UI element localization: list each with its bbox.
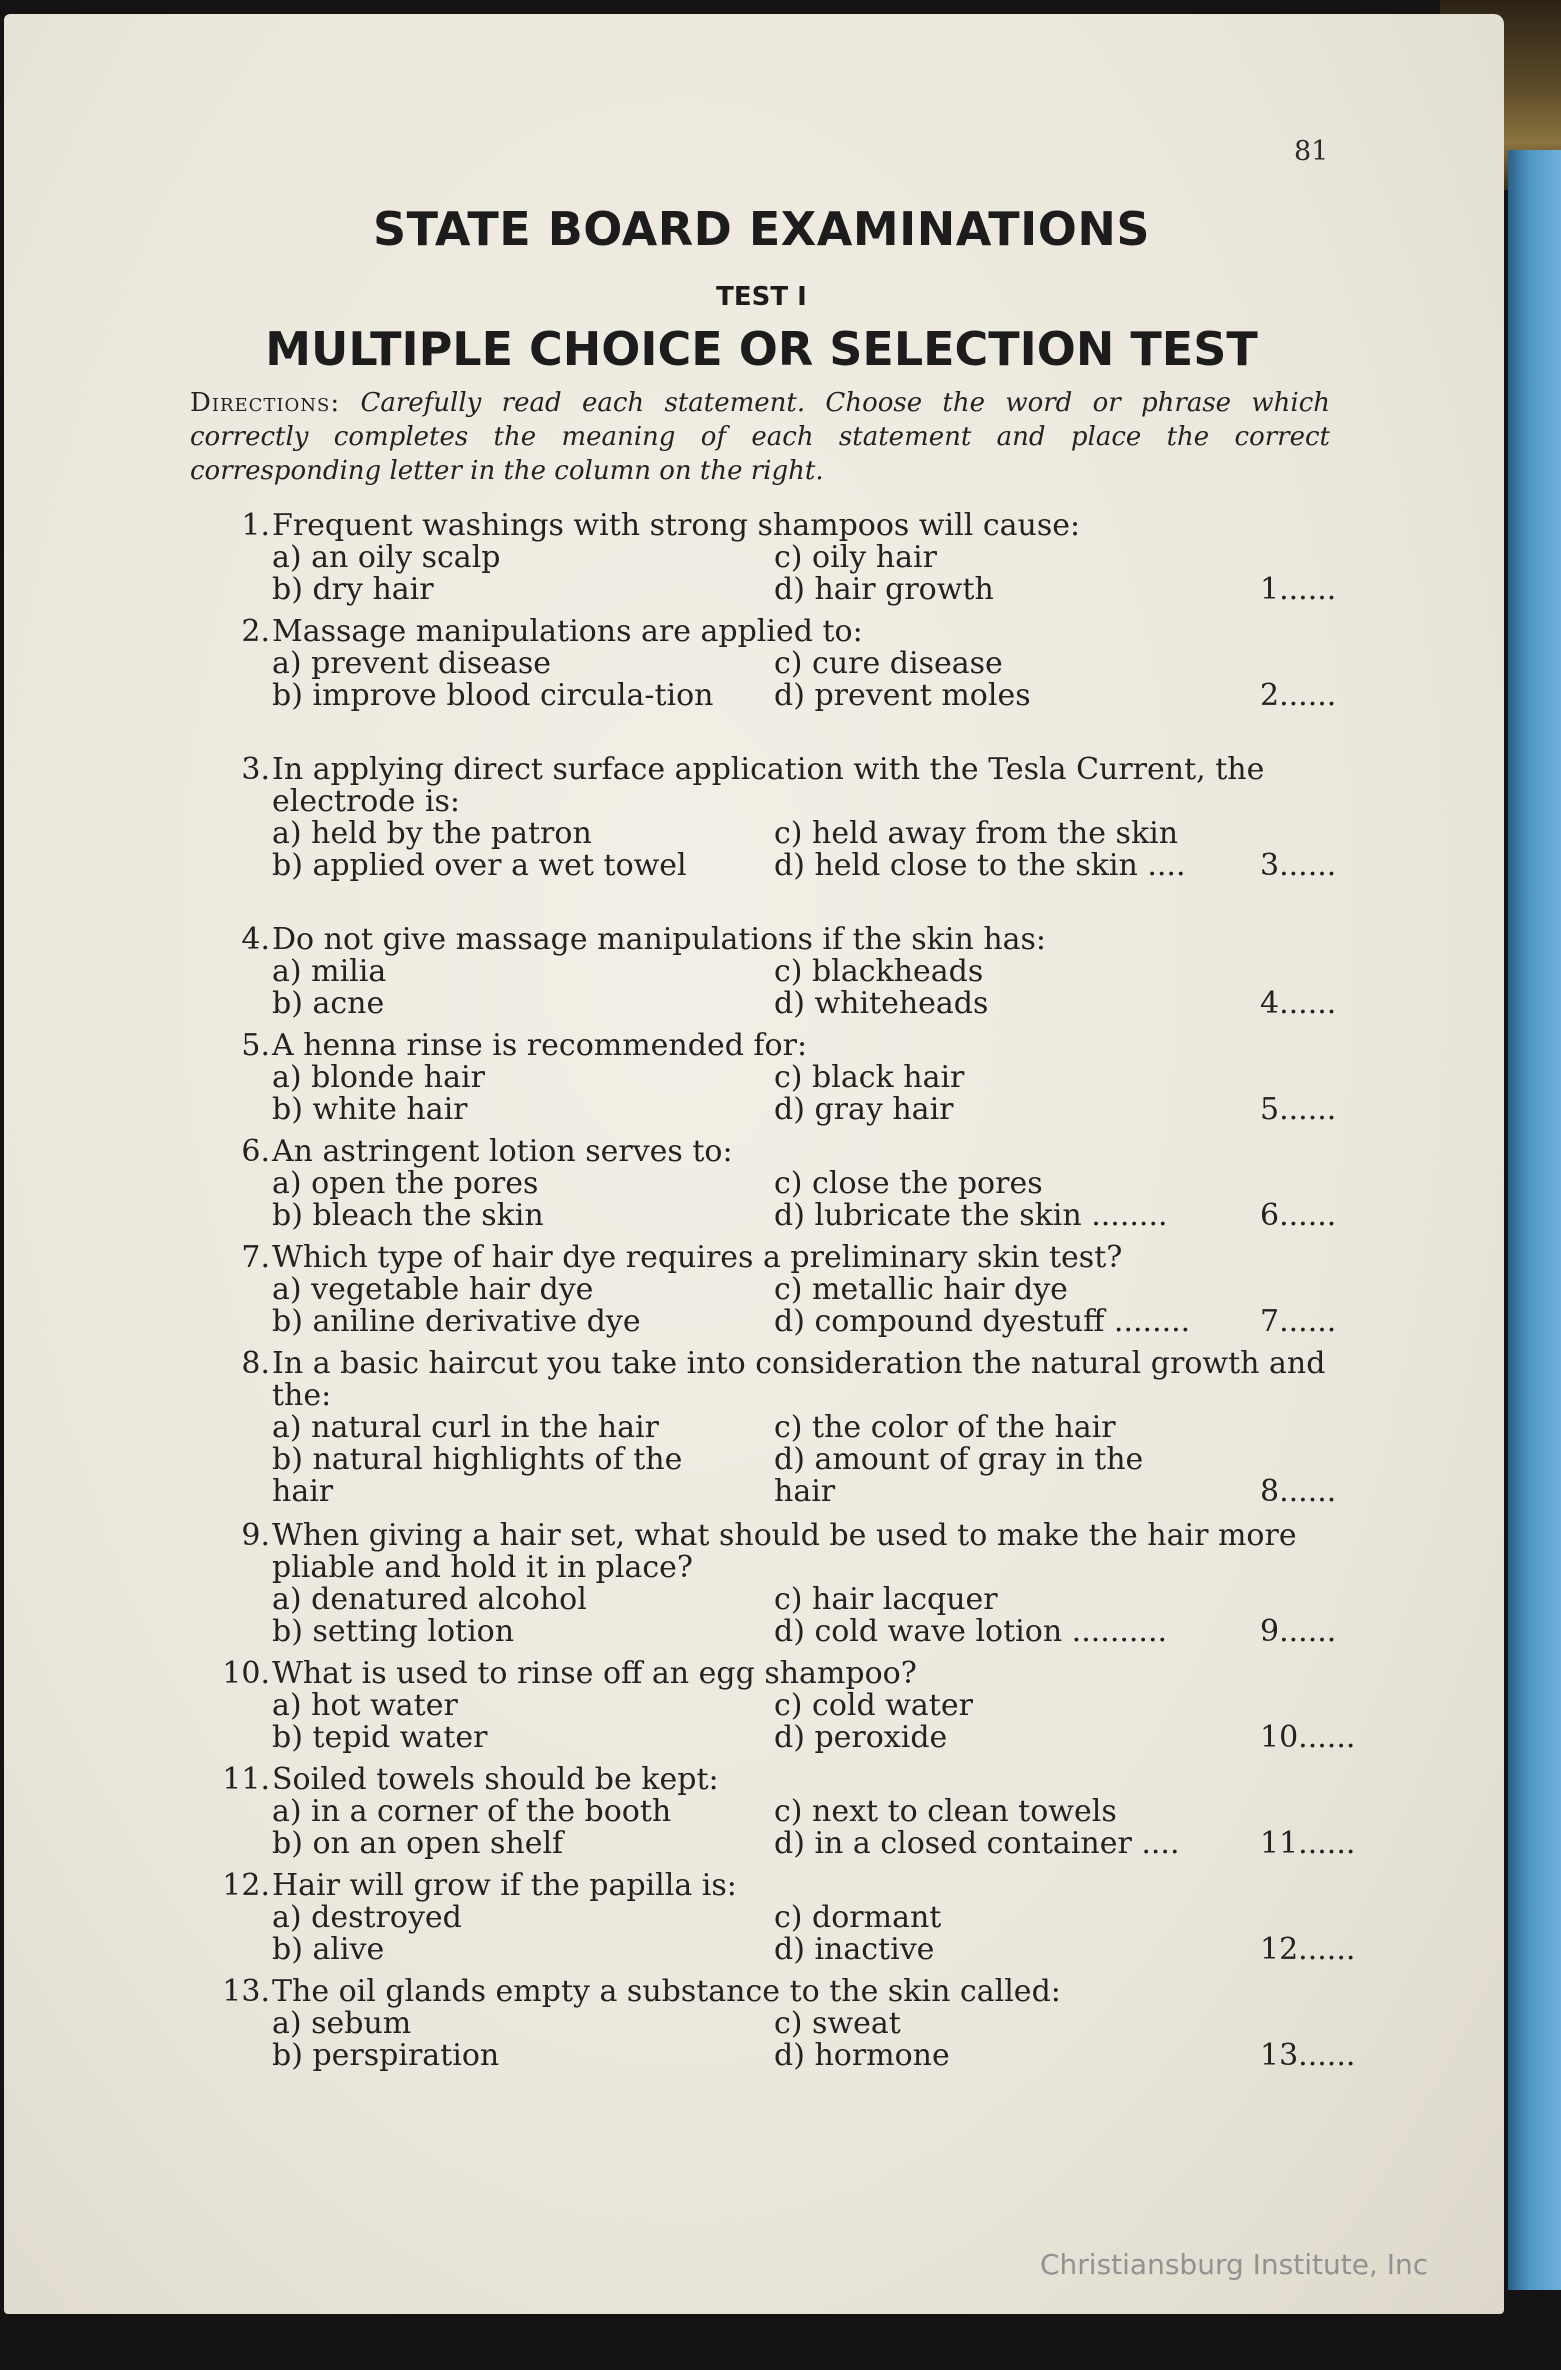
option-a: a) milia: [272, 954, 387, 989]
question-stem: Frequent washings with strong shampoos will cause:: [272, 508, 1081, 543]
option-d: d) in a closed container ....: [774, 1826, 1180, 1861]
question-stem: Hair will grow if the papilla is:: [272, 1868, 737, 1903]
answer-blank[interactable]: 5......: [1260, 1092, 1337, 1127]
directions-text: Carefully read each statement. Choose the word or phrase which correctly completes the meaning of each statement and place the correct corresponding letter in the column on the right.: [190, 388, 1331, 486]
question-stem: In applying direct surface application with the Tesla Current, the electrode is:: [272, 752, 1265, 819]
option-d: d) hair growth: [774, 572, 994, 607]
option-c: c) black hair: [774, 1060, 965, 1095]
answer-blank[interactable]: 13......: [1260, 2038, 1356, 2073]
document-page: [4, 14, 1504, 2314]
test-label: TEST I: [716, 282, 807, 312]
option-b: b) perspiration: [272, 2038, 500, 2073]
question-number: 13.: [222, 1974, 270, 2009]
question-number: 6.: [241, 1134, 270, 1169]
option-d: d) whiteheads: [774, 986, 989, 1021]
option-a: a) an oily scalp: [272, 540, 501, 575]
option-b: b) alive: [272, 1932, 385, 1967]
directions: [190, 386, 1330, 488]
option-b: b) white hair: [272, 1092, 468, 1127]
question-stem: Massage manipulations are applied to:: [272, 614, 863, 649]
option-d: d) inactive: [774, 1932, 935, 1967]
answer-blank[interactable]: 1......: [1260, 572, 1337, 607]
answer-blank[interactable]: 11......: [1260, 1826, 1356, 1861]
answer-blank[interactable]: 9......: [1260, 1614, 1337, 1649]
option-c: c) dormant: [774, 1900, 942, 1935]
option-b: b) acne: [272, 986, 385, 1021]
option-c: c) close the pores: [774, 1166, 1043, 1201]
option-d: d) amount of gray in the hair: [774, 1442, 1144, 1509]
question-stem: An astringent lotion serves to:: [272, 1134, 733, 1169]
option-d: d) gray hair: [774, 1092, 954, 1127]
option-a: a) denatured alcohol: [272, 1582, 587, 1617]
answer-blank[interactable]: 3......: [1260, 848, 1337, 883]
option-a: a) sebum: [272, 2006, 412, 2041]
option-b: b) dry hair: [272, 572, 434, 607]
option-d: d) hormone: [774, 2038, 950, 2073]
test-subtitle: MULTIPLE CHOICE OR SELECTION TEST: [265, 322, 1258, 376]
question-number: 9.: [241, 1518, 270, 1553]
question-stem: When giving a hair set, what should be used to make the hair more pliable and hold it in place?: [272, 1518, 1297, 1585]
page-title: STATE BOARD EXAMINATIONS: [372, 202, 1151, 256]
question-stem: Do not give massage manipulations if the skin has:: [272, 922, 1047, 957]
option-c: c) blackheads: [774, 954, 984, 989]
option-a: a) vegetable hair dye: [272, 1272, 594, 1307]
question-stem: What is used to rinse off an egg shampoo?: [272, 1656, 917, 1691]
question-number: 5.: [241, 1028, 270, 1063]
option-c: c) the color of the hair: [774, 1410, 1116, 1445]
answer-blank[interactable]: 6......: [1260, 1198, 1337, 1233]
question-number: 2.: [241, 614, 270, 649]
option-d: d) peroxide: [774, 1720, 948, 1755]
question-number: 3.: [241, 752, 270, 787]
option-b: b) on an open shelf: [272, 1826, 564, 1861]
question-number: 7.: [241, 1240, 270, 1275]
option-c: c) cure disease: [774, 646, 1003, 681]
answer-blank[interactable]: 2......: [1260, 678, 1337, 713]
question-stem: Which type of hair dye requires a preliminary skin test?: [272, 1240, 1123, 1275]
question-number: 1.: [241, 508, 270, 543]
option-a: a) prevent disease: [272, 646, 552, 681]
option-c: c) held away from the skin: [774, 816, 1179, 851]
option-d: d) compound dyestuff ........: [774, 1304, 1191, 1339]
answer-blank[interactable]: 8......: [1260, 1474, 1337, 1509]
option-b: b) aniline derivative dye: [272, 1304, 641, 1339]
option-c: c) sweat: [774, 2006, 901, 2041]
option-d: d) prevent moles: [774, 678, 1031, 713]
option-a: a) blonde hair: [272, 1060, 485, 1095]
option-d: d) cold wave lotion ..........: [774, 1614, 1168, 1649]
question-number: 8.: [241, 1346, 270, 1381]
option-b: b) natural highlights of the hair: [272, 1442, 683, 1509]
question-stem: Soiled towels should be kept:: [272, 1762, 719, 1797]
option-c: c) hair lacquer: [774, 1582, 998, 1617]
option-a: a) destroyed: [272, 1900, 462, 1935]
answer-blank[interactable]: 7......: [1260, 1304, 1337, 1339]
directions-label: Directions:: [190, 388, 341, 418]
answer-blank[interactable]: 4......: [1260, 986, 1337, 1021]
option-a: a) held by the patron: [272, 816, 592, 851]
option-b: b) bleach the skin: [272, 1198, 544, 1233]
answer-blank[interactable]: 10......: [1260, 1720, 1356, 1755]
option-b: b) setting lotion: [272, 1614, 515, 1649]
option-b: b) improve blood circula-tion: [272, 678, 714, 713]
question-stem: A henna rinse is recommended for:: [272, 1028, 808, 1063]
option-b: b) applied over a wet towel: [272, 848, 687, 883]
option-c: c) cold water: [774, 1688, 973, 1723]
option-a: a) natural curl in the hair: [272, 1410, 659, 1445]
option-d: d) lubricate the skin ........: [774, 1198, 1168, 1233]
option-a: a) in a corner of the booth: [272, 1794, 672, 1829]
page-number: 81: [1294, 136, 1329, 167]
option-b: b) tepid water: [272, 1720, 488, 1755]
answer-blank[interactable]: 12......: [1260, 1932, 1356, 1967]
question-stem: The oil glands empty a substance to the skin called:: [272, 1974, 1061, 2009]
option-d: d) held close to the skin ....: [774, 848, 1186, 883]
watermark: Christiansburg Institute, Inc: [1040, 2248, 1429, 2281]
question-number: 10.: [222, 1656, 270, 1691]
question-number: 4.: [241, 922, 270, 957]
page-edge: [1508, 150, 1561, 2290]
option-c: c) next to clean towels: [774, 1794, 1117, 1829]
question-number: 12.: [222, 1868, 270, 1903]
question-number: 11.: [222, 1762, 270, 1797]
option-c: c) metallic hair dye: [774, 1272, 1068, 1307]
option-a: a) open the pores: [272, 1166, 539, 1201]
option-a: a) hot water: [272, 1688, 458, 1723]
question-stem: In a basic haircut you take into consideration the natural growth and the:: [272, 1346, 1326, 1413]
option-c: c) oily hair: [774, 540, 937, 575]
